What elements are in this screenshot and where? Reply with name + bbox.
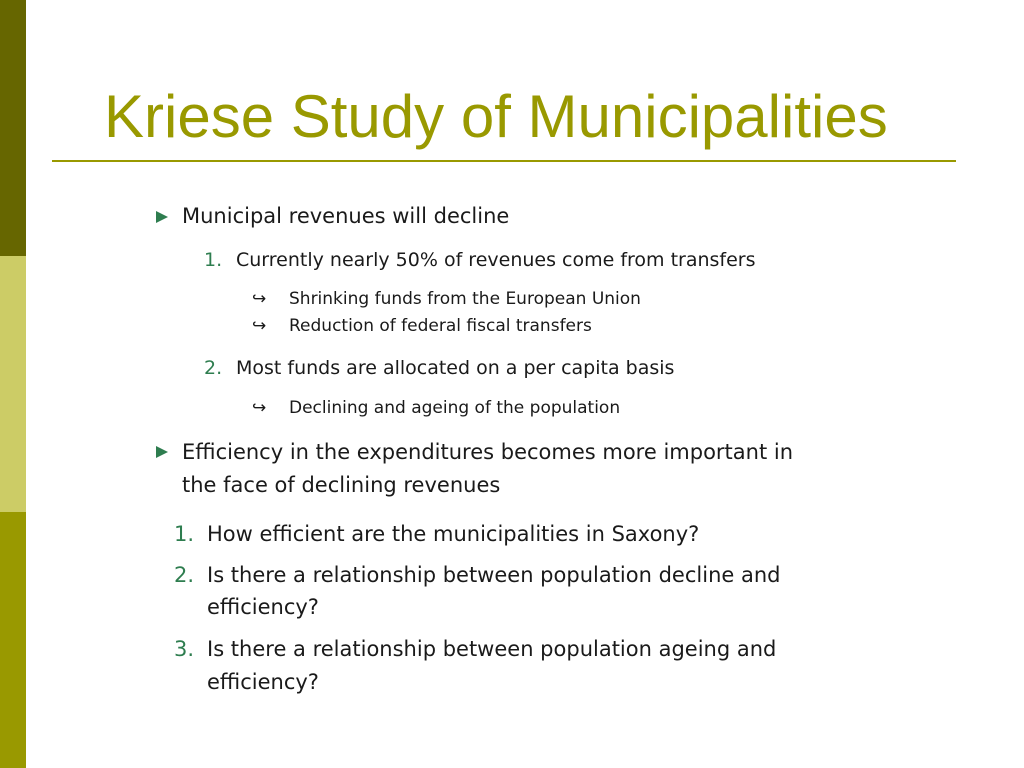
- hook-arrow-icon: ↪: [252, 398, 267, 418]
- question-text-line-1: Is there a relationship between population ageing and: [207, 637, 777, 661]
- bullet-text: Municipal revenues will decline: [182, 204, 510, 228]
- hook-arrow-icon: ↪: [252, 316, 267, 336]
- question-text-line-2: efficiency?: [207, 670, 319, 694]
- item-text: Currently nearly 50% of revenues come from transfers: [236, 249, 756, 271]
- sub-item-text: Reduction of federal fiscal transfers: [289, 316, 592, 336]
- question-text-line-1: Is there a relationship between population decline and: [207, 563, 781, 587]
- question-number: 3.: [174, 637, 195, 661]
- sub-item-text: Shrinking funds from the European Union: [289, 289, 641, 309]
- item-number: 2.: [204, 357, 223, 379]
- bullet-text-line-1: Efficiency in the expenditures becomes more important in: [182, 440, 794, 464]
- item-text: Most funds are allocated on a per capita basis: [236, 357, 675, 379]
- question-text: How efficient are the municipalities in Saxony?: [207, 522, 700, 546]
- slide-title: Kriese Study of Municipalities: [104, 83, 888, 150]
- bullet-text-line-2: the face of declining revenues: [182, 473, 501, 497]
- hook-arrow-icon: ↪: [252, 289, 267, 309]
- question-number: 2.: [174, 563, 195, 587]
- triangle-bullet-icon: [156, 446, 168, 458]
- question-text-line-2: efficiency?: [207, 595, 319, 619]
- triangle-bullet-icon: [156, 211, 168, 223]
- sub-item-text: Declining and ageing of the population: [289, 398, 621, 418]
- item-number: 1.: [204, 249, 223, 271]
- question-number: 1.: [174, 522, 195, 546]
